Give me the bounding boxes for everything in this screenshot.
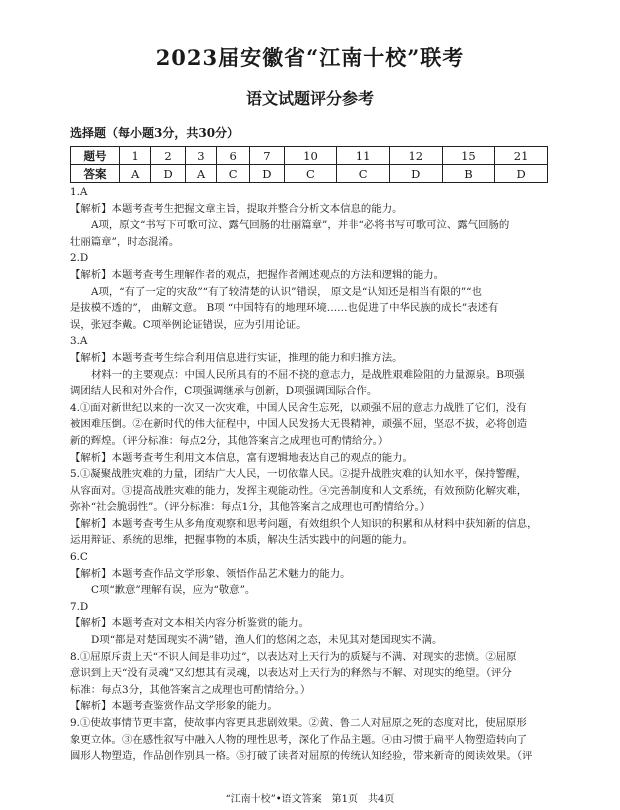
answer-cell: B: [442, 165, 495, 183]
text-line: 材料一的主要观点：中国人民所具有的不屈不挠的意志力，是战胜艰难险阻的力量源泉。B项强: [91, 368, 525, 381]
text-line: 运用辩证、系统的思维，把握事物的本质，解决生活实践中的问题的能力。: [70, 534, 413, 547]
answer-cell: C: [217, 165, 250, 183]
text-line: 【解析】本题考查考生理解作者的观点，把握作者阐述观点的方法和逻辑的能力。: [70, 268, 445, 281]
text-line: 【解析】本题考查考生综合利用信息进行实证，推理的能力和归推方法。: [70, 351, 403, 364]
text-line: 【解析】本题考查对文本相关内容分析鉴赏的能力。: [70, 617, 309, 630]
question-number: 2: [151, 147, 185, 165]
question-number: 6: [217, 147, 250, 165]
text-line: 1.A: [70, 186, 88, 198]
text-line: 弥补“社会脆弱性”。（评分标准：每点1分，其他答案言之成理也可酌情给分。）: [70, 501, 431, 514]
page-footer: “江南十校”•语文答案 第1页 共4页: [225, 794, 395, 805]
text-line: C项“歉意”理解有误，应为“敬意”。: [91, 584, 256, 597]
text-line: 3.A: [70, 335, 88, 348]
text-line: 4.①面对新世纪以来的一次又一次灾难，中国人民舍生忘死，以顽强不屈的意志力战胜了它们，没有: [70, 401, 527, 414]
text-line: 【解析】本题考查考生把握文章主旨，提取并整合分析文本信息的能力。: [70, 202, 403, 215]
text-line: A项，“有了一定的灾敌”“有了较清楚的认识”错误， 原文是“认知还是相当有限的”“也: [91, 285, 482, 298]
answer-cell: C: [284, 165, 337, 183]
page-subtitle: 语文试题评分参考: [245, 89, 374, 108]
answer-table: [70, 146, 548, 183]
text-line: 调团结人民和对外合作，C项强调继承与创新，D项强调国际合作。: [70, 385, 378, 398]
question-number: 10: [284, 147, 337, 165]
answer-cell: C: [337, 165, 390, 183]
answer-cell: A: [185, 165, 216, 183]
question-number: 15: [442, 147, 495, 165]
section-heading: 选择题（每小题3分，共30分）: [70, 126, 240, 140]
text-line: 6.C: [70, 551, 88, 564]
text-line: A项，原文“书写下可歌可泣、露气回肠的壮丽篇章”，并非“必将书写可歌可泣、露气回肠的: [91, 219, 510, 232]
question-number: 21: [495, 147, 548, 165]
question-number: 12: [389, 147, 442, 165]
text-line: 【解析】本题考查考生利用文本信息，富有逻辑地表达自己的观点的能力。: [70, 451, 413, 464]
answer-cell: A: [120, 165, 151, 183]
text-line: D项“都是对楚国现实不满”错，渔人们的悠闲之态，未见其对楚国现实不满。: [91, 634, 443, 647]
text-line: 2.D: [70, 252, 89, 265]
answer-cell: D: [495, 165, 548, 183]
text-line: 误，张冠李戴。C项举例论证错误，应为引用论证。: [70, 318, 307, 331]
answer-cell: D: [250, 165, 284, 183]
text-line: 7.D: [70, 600, 89, 613]
answer-row: [71, 165, 548, 183]
text-line: 【解析】本题考查鉴赏作品文学形象的能力。: [70, 700, 278, 713]
text-line: 象更立体。③在感性叙写中融入人物的理性思考，深化了作品主题。④由习惯于扁平人物塑造转向了: [70, 733, 528, 746]
question-number-row: [71, 147, 548, 165]
row-label-question: 题号: [71, 147, 120, 165]
page-title: 2023届安徽省“江南十校”联考: [155, 45, 465, 70]
text-line: 从容面对。③提高战胜灾难的能力，发挥主观能动性。④完善制度和人文系统，有效预防化解灾难，: [70, 484, 528, 497]
text-line: 5.①凝聚战胜灾难的力量，团结广大人民，一切依靠人民。②提升战胜灾难的认知水平，保持警醒，: [70, 468, 527, 481]
text-line: 【解析】本题考查作品文学形象、领悟作品艺术魅力的能力。: [70, 567, 351, 580]
question-number: 11: [337, 147, 390, 165]
answer-cell: D: [389, 165, 442, 183]
text-line: 【解析】本题考查考生从多角度观察和思考问题，有效组织个人知识的积累和从材料中获知新的信息，: [70, 517, 538, 530]
text-line: 圆形人物塑造，作品创作别具一格。⑤打破了读者对屈原的传统认知经验，带来新奇的阅读效果。（评: [70, 750, 533, 763]
answer-explanations: [70, 184, 554, 765]
text-line: 8.①屈原斥责上天“不识人间是非功过”，以表达对上天行为的质疑与不满、对现实的悲愤。②屈原: [70, 650, 517, 663]
row-label-answer: 答案: [71, 165, 120, 183]
text-line: 新的辉煌。（评分标准：每点2分，其他答案言之成理也可酌情给分。）: [70, 434, 389, 447]
text-line: 标准：每点3分，其他答案言之成理也可酌情给分。）: [70, 683, 311, 696]
question-number: 1: [120, 147, 151, 165]
text-line: 意识到上天“没有灵魂”又幻想其有灵魂，以表达对上天行为的释然与不解、对现实的绝望。（评分: [70, 667, 512, 680]
text-line: 壮丽篇章”，时态混淆。: [70, 235, 180, 248]
text-line: 9.①使故事情节更丰富，使故事内容更具悲剧效果。②黄、鲁二人对屈原之死的态度对比，使屈原形: [70, 717, 527, 729]
text-line: 被困难压倒。②在新时代的伟大征程中，中国人民发扬大无畏精神，顽强不屈，坚忍不拔，必将创造: [70, 418, 528, 431]
question-number: 7: [250, 147, 284, 165]
text-line: 是拔模不透的”， 曲解文意。 B项 “中国特有的地理环境……也促进了中华民族的成长”表述有: [70, 302, 499, 315]
answer-cell: D: [151, 165, 185, 183]
question-number: 3: [185, 147, 216, 165]
